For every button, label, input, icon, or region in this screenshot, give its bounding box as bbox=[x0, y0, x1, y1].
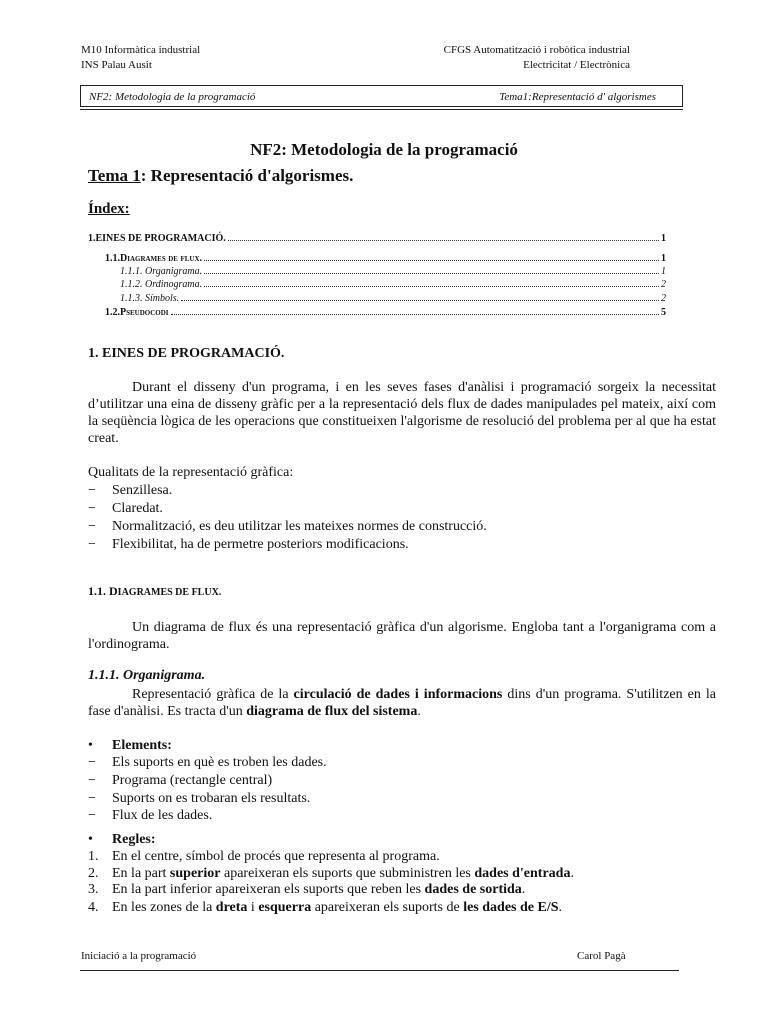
header-left bbox=[81, 43, 200, 73]
department-name: Electricitat / Electrònica bbox=[523, 59, 630, 71]
rule-item: 1. En el centre, símbol de procés que representa al programa. bbox=[88, 849, 440, 864]
header-right bbox=[444, 43, 630, 73]
topic-label: Tema 1 bbox=[88, 166, 141, 185]
toc-entry[interactable] bbox=[120, 266, 666, 277]
qualities-intro: Qualitats de la representació gràfica: bbox=[88, 465, 294, 480]
footer-left: Iniciació a la programació bbox=[81, 950, 197, 962]
toc-text: 1.1.2. Ordinograma. bbox=[120, 279, 203, 290]
list-item: − Flux de les dades. bbox=[88, 808, 213, 823]
toc-num: 1.2. bbox=[105, 307, 120, 318]
toc-page: 1 bbox=[661, 233, 666, 244]
rules-label: • Regles: bbox=[88, 832, 156, 847]
toc-page: 2 bbox=[661, 279, 666, 290]
organigrama-paragraph: Representació gràfica de la circulació de dades i informacions dins d'un programa. S'utilitzen en la fase d'anàlisi. Es tracta d'un diagrama de flux del sistema. bbox=[88, 687, 716, 719]
page-title: NF2: Metodologia de la programació bbox=[250, 140, 518, 159]
header-box-right: Tema1:Representació d' algorismes bbox=[499, 91, 656, 103]
rule-item: 3. En la part inferior apareixeran els suports que reben les dades de sortida. bbox=[88, 882, 526, 897]
rule-item: 2. En la part superior apareixeran els suports que subministren les dades d'entrada. bbox=[88, 866, 574, 881]
topic-rest: : Representació d'algorismes. bbox=[140, 166, 354, 185]
toc-entry[interactable] bbox=[105, 307, 666, 318]
toc-num: 1.1. bbox=[105, 253, 120, 264]
toc-text: 1.1.3. Símbols. bbox=[120, 293, 180, 304]
header-box-left: NF2: Metodologia de la programació bbox=[89, 91, 256, 103]
subsection-paragraph: Un diagrama de flux és una representació gràfica d'un algorisme. Engloba tant a l'organigrama com a l'ordinograma. bbox=[88, 620, 716, 652]
list-item: − Claredat. bbox=[88, 501, 163, 516]
list-item: − Suports on es trobaran els resultats. bbox=[88, 791, 311, 806]
topic-title bbox=[88, 166, 353, 186]
footer-divider bbox=[80, 970, 679, 971]
rule-item: 4. En les zones de la dreta i esquerra apareixeran els suports de les dades de E/S. bbox=[88, 900, 563, 915]
program-name: CFGS Automatització i robòtica industrial bbox=[443, 44, 630, 56]
toc-page: 2 bbox=[661, 293, 666, 304]
toc-text: Pseudocodi bbox=[120, 307, 169, 318]
toc-num: 1. bbox=[88, 233, 96, 244]
toc-page: 1 bbox=[661, 266, 666, 277]
toc-page: 1 bbox=[661, 253, 666, 264]
toc-text: EINES DE PROGRAMACIÓ. bbox=[95, 233, 226, 244]
list-item: − Els suports en què es troben les dades. bbox=[88, 755, 327, 770]
header-divider bbox=[80, 109, 683, 110]
index-heading: Índex: bbox=[88, 201, 130, 217]
list-item: − Normalització, es deu utilitzar les mateixes normes de construcció. bbox=[88, 519, 487, 534]
section-paragraph: Durant el disseny d'un programa, i en les seves fases d'anàlisi i programació sorgeix la necessitat d’utilitzar una eina de disseny gràfic per a la representació dels flux de dades manipulades pel mateix, així com la seqüència lògica de les operacions que constitueixen l'algorisme de resolució del problema per al que ha estat creat. bbox=[88, 380, 716, 446]
elements-label: • Elements: bbox=[88, 738, 172, 753]
school-name: INS Palau Ausit bbox=[81, 59, 152, 71]
list-item: − Programa (rectangle central) bbox=[88, 773, 273, 788]
subsection-heading: 1.1. DIAGRAMES DE FLUX. bbox=[88, 584, 222, 598]
section-heading: 1. EINES DE PROGRAMACIÓ. bbox=[88, 346, 285, 361]
toc-entry[interactable] bbox=[105, 253, 666, 264]
list-item: − Flexibilitat, ha de permetre posteriors modificacions. bbox=[88, 537, 409, 552]
subsubsection-heading: 1.1.1. Organigrama. bbox=[88, 668, 206, 683]
toc-entry[interactable] bbox=[120, 293, 666, 304]
course-name: M10 Informàtica industrial bbox=[81, 44, 201, 56]
footer-author: Carol Pagà bbox=[577, 950, 626, 962]
toc-entry[interactable] bbox=[120, 279, 666, 290]
toc-entry[interactable] bbox=[88, 233, 666, 244]
toc-text: Diagrames de flux. bbox=[120, 253, 203, 264]
header-box bbox=[80, 85, 683, 107]
list-item: − Senzillesa. bbox=[88, 483, 173, 498]
toc-text: 1.1.1. Organigrama. bbox=[120, 266, 203, 277]
toc-page: 5 bbox=[661, 307, 666, 318]
